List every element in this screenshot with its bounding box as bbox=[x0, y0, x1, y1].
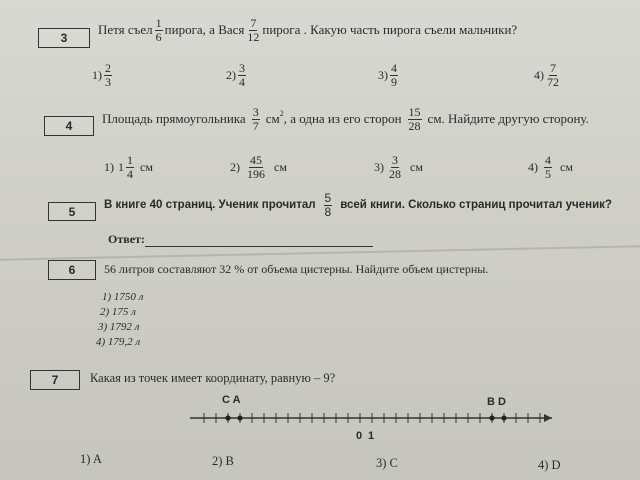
q4-option-2[interactable] bbox=[230, 154, 287, 180]
q3-option-4-label: 4) bbox=[534, 67, 544, 82]
question-5-number-box bbox=[48, 202, 96, 221]
number-line-point bbox=[501, 415, 506, 420]
q4-unit: см bbox=[265, 111, 280, 127]
q4-opt1-den: 4 bbox=[127, 166, 133, 181]
q4-f1-numerator: 3 bbox=[252, 105, 259, 119]
question-4-number-box bbox=[44, 116, 94, 136]
number-line-point bbox=[489, 415, 494, 420]
q3-f1-denominator: 6 bbox=[155, 29, 162, 44]
q3-option-4[interactable] bbox=[534, 62, 562, 88]
q7-option-1[interactable]: 1) A bbox=[80, 452, 102, 466]
q4-opt2-num: 45 bbox=[250, 153, 262, 167]
q4-option-4[interactable] bbox=[528, 154, 573, 180]
q3-opt1-den: 3 bbox=[105, 74, 111, 89]
q3-text-c: пирога . Какую часть пирога съели мальчики? bbox=[262, 22, 518, 38]
q4-opt1-unit: см bbox=[140, 159, 153, 174]
q4-text-b: , а одна из его сторон bbox=[283, 111, 402, 127]
q3-f2-denominator: 12 bbox=[247, 29, 260, 44]
q3-option-1-label: 1) bbox=[92, 67, 102, 82]
q4-opt3-unit: см bbox=[410, 159, 423, 174]
q3-text-a: Петя съел bbox=[98, 22, 153, 38]
q3-text-b: пирога, а Вася bbox=[164, 22, 245, 38]
question-6-number-box bbox=[48, 260, 96, 280]
point-labels-b-d: B D bbox=[487, 396, 506, 408]
point-labels-c-a: C A bbox=[222, 394, 241, 406]
q4-opt3-den: 28 bbox=[389, 166, 401, 181]
question-6-text: 56 литров составляют 32 % от объема цистерны. Найдите объем цистерны. bbox=[104, 262, 489, 276]
q5-answer-label: Ответ: bbox=[108, 232, 145, 246]
q4-f1-denominator: 7 bbox=[252, 118, 259, 133]
q5-answer-row bbox=[108, 232, 373, 247]
q4-opt4-unit: см bbox=[560, 159, 573, 174]
q3-opt3-den: 9 bbox=[391, 74, 397, 89]
q5-f-numerator: 5 bbox=[324, 191, 332, 205]
q4-opt2-unit: см bbox=[274, 159, 287, 174]
q6-option-2[interactable]: 2) 175 л bbox=[100, 306, 136, 318]
q4-opt1-num: 1 bbox=[127, 153, 133, 167]
q5-f-denominator: 8 bbox=[324, 204, 332, 219]
question-3-number: 3 bbox=[60, 31, 68, 45]
question-7-number: 7 bbox=[51, 373, 59, 387]
q4-fraction-2 bbox=[408, 106, 422, 132]
q5-text-a: В книге 40 страниц. Ученик прочитал bbox=[104, 199, 316, 212]
q4-opt4-den: 5 bbox=[545, 166, 551, 181]
q3-opt1-num: 2 bbox=[105, 61, 111, 75]
tick-label-zero: 0 bbox=[356, 430, 363, 442]
q6-option-3[interactable]: 3) 1792 л bbox=[98, 321, 140, 333]
number-line-ticks bbox=[190, 413, 552, 423]
q3-opt4-num: 7 bbox=[550, 61, 556, 75]
q3-opt3-num: 4 bbox=[391, 61, 397, 75]
q4-option-2-label: 2) bbox=[230, 159, 240, 174]
q3-opt4-den: 72 bbox=[547, 74, 559, 89]
number-line-arrow bbox=[544, 414, 552, 422]
q4-option-3-label: 3) bbox=[374, 159, 384, 174]
q4-opt4-num: 4 bbox=[545, 153, 551, 167]
q3-option-3[interactable] bbox=[378, 62, 400, 88]
question-4-number: 4 bbox=[65, 119, 73, 133]
number-line-point bbox=[225, 415, 230, 420]
question-3-number-box bbox=[38, 28, 90, 48]
q7-option-4[interactable]: 4) D bbox=[538, 458, 561, 472]
q4-option-3[interactable] bbox=[374, 154, 423, 180]
question-5-number: 5 bbox=[68, 204, 76, 219]
q3-option-3-label: 3) bbox=[378, 67, 388, 82]
q7-option-2[interactable]: 2) B bbox=[212, 454, 234, 468]
tick-label-one: 1 bbox=[368, 430, 375, 442]
q5-answer-field[interactable] bbox=[145, 236, 373, 247]
q4-fraction-1 bbox=[252, 106, 260, 132]
q4-text-a: Площадь прямоугольника bbox=[102, 111, 246, 127]
question-6-number: 6 bbox=[68, 263, 76, 277]
q3-f2-numerator: 7 bbox=[250, 16, 257, 30]
q4-f2-numerator: 15 bbox=[408, 105, 421, 119]
q4-text-c: см. Найдите другую сторону. bbox=[427, 111, 589, 127]
q4-option-4-label: 4) bbox=[528, 159, 538, 174]
q6-option-1[interactable]: 1) 1750 л bbox=[102, 291, 144, 303]
q3-option-2[interactable] bbox=[226, 62, 248, 88]
q3-opt2-den: 4 bbox=[239, 74, 245, 89]
q7-option-3[interactable]: 3) C bbox=[376, 456, 398, 470]
question-4-text bbox=[102, 106, 589, 132]
cut-off-top-text bbox=[0, 0, 640, 5]
q4-opt2-den: 196 bbox=[247, 166, 265, 181]
q5-fraction bbox=[324, 192, 333, 218]
q4-option-1-label: 1) bbox=[104, 159, 114, 174]
q3-option-2-label: 2) bbox=[226, 67, 236, 82]
q3-option-1[interactable] bbox=[92, 62, 114, 88]
number-line-point bbox=[237, 415, 242, 420]
q3-opt2-num: 3 bbox=[239, 61, 245, 75]
q6-option-4[interactable]: 4) 179,2 л bbox=[96, 336, 141, 348]
q4-opt1-whole: 1 bbox=[118, 159, 124, 174]
q4-f2-denominator: 28 bbox=[408, 118, 421, 133]
q4-unit-exponent: 2 bbox=[279, 108, 284, 118]
q5-text-b: всей книги. Сколько страниц прочитал ученик? bbox=[340, 199, 612, 212]
question-7-text: Какая из точек имеет координату, равную – 9? bbox=[90, 371, 336, 385]
question-5-text bbox=[104, 192, 612, 218]
q4-option-1[interactable] bbox=[104, 154, 153, 180]
q4-opt3-num: 3 bbox=[392, 153, 398, 167]
question-7-number-box bbox=[30, 370, 80, 390]
q3-f1-numerator: 1 bbox=[155, 16, 162, 30]
q3-fraction-2 bbox=[246, 17, 260, 43]
question-3-text bbox=[98, 17, 517, 43]
q3-fraction-1 bbox=[155, 17, 163, 43]
